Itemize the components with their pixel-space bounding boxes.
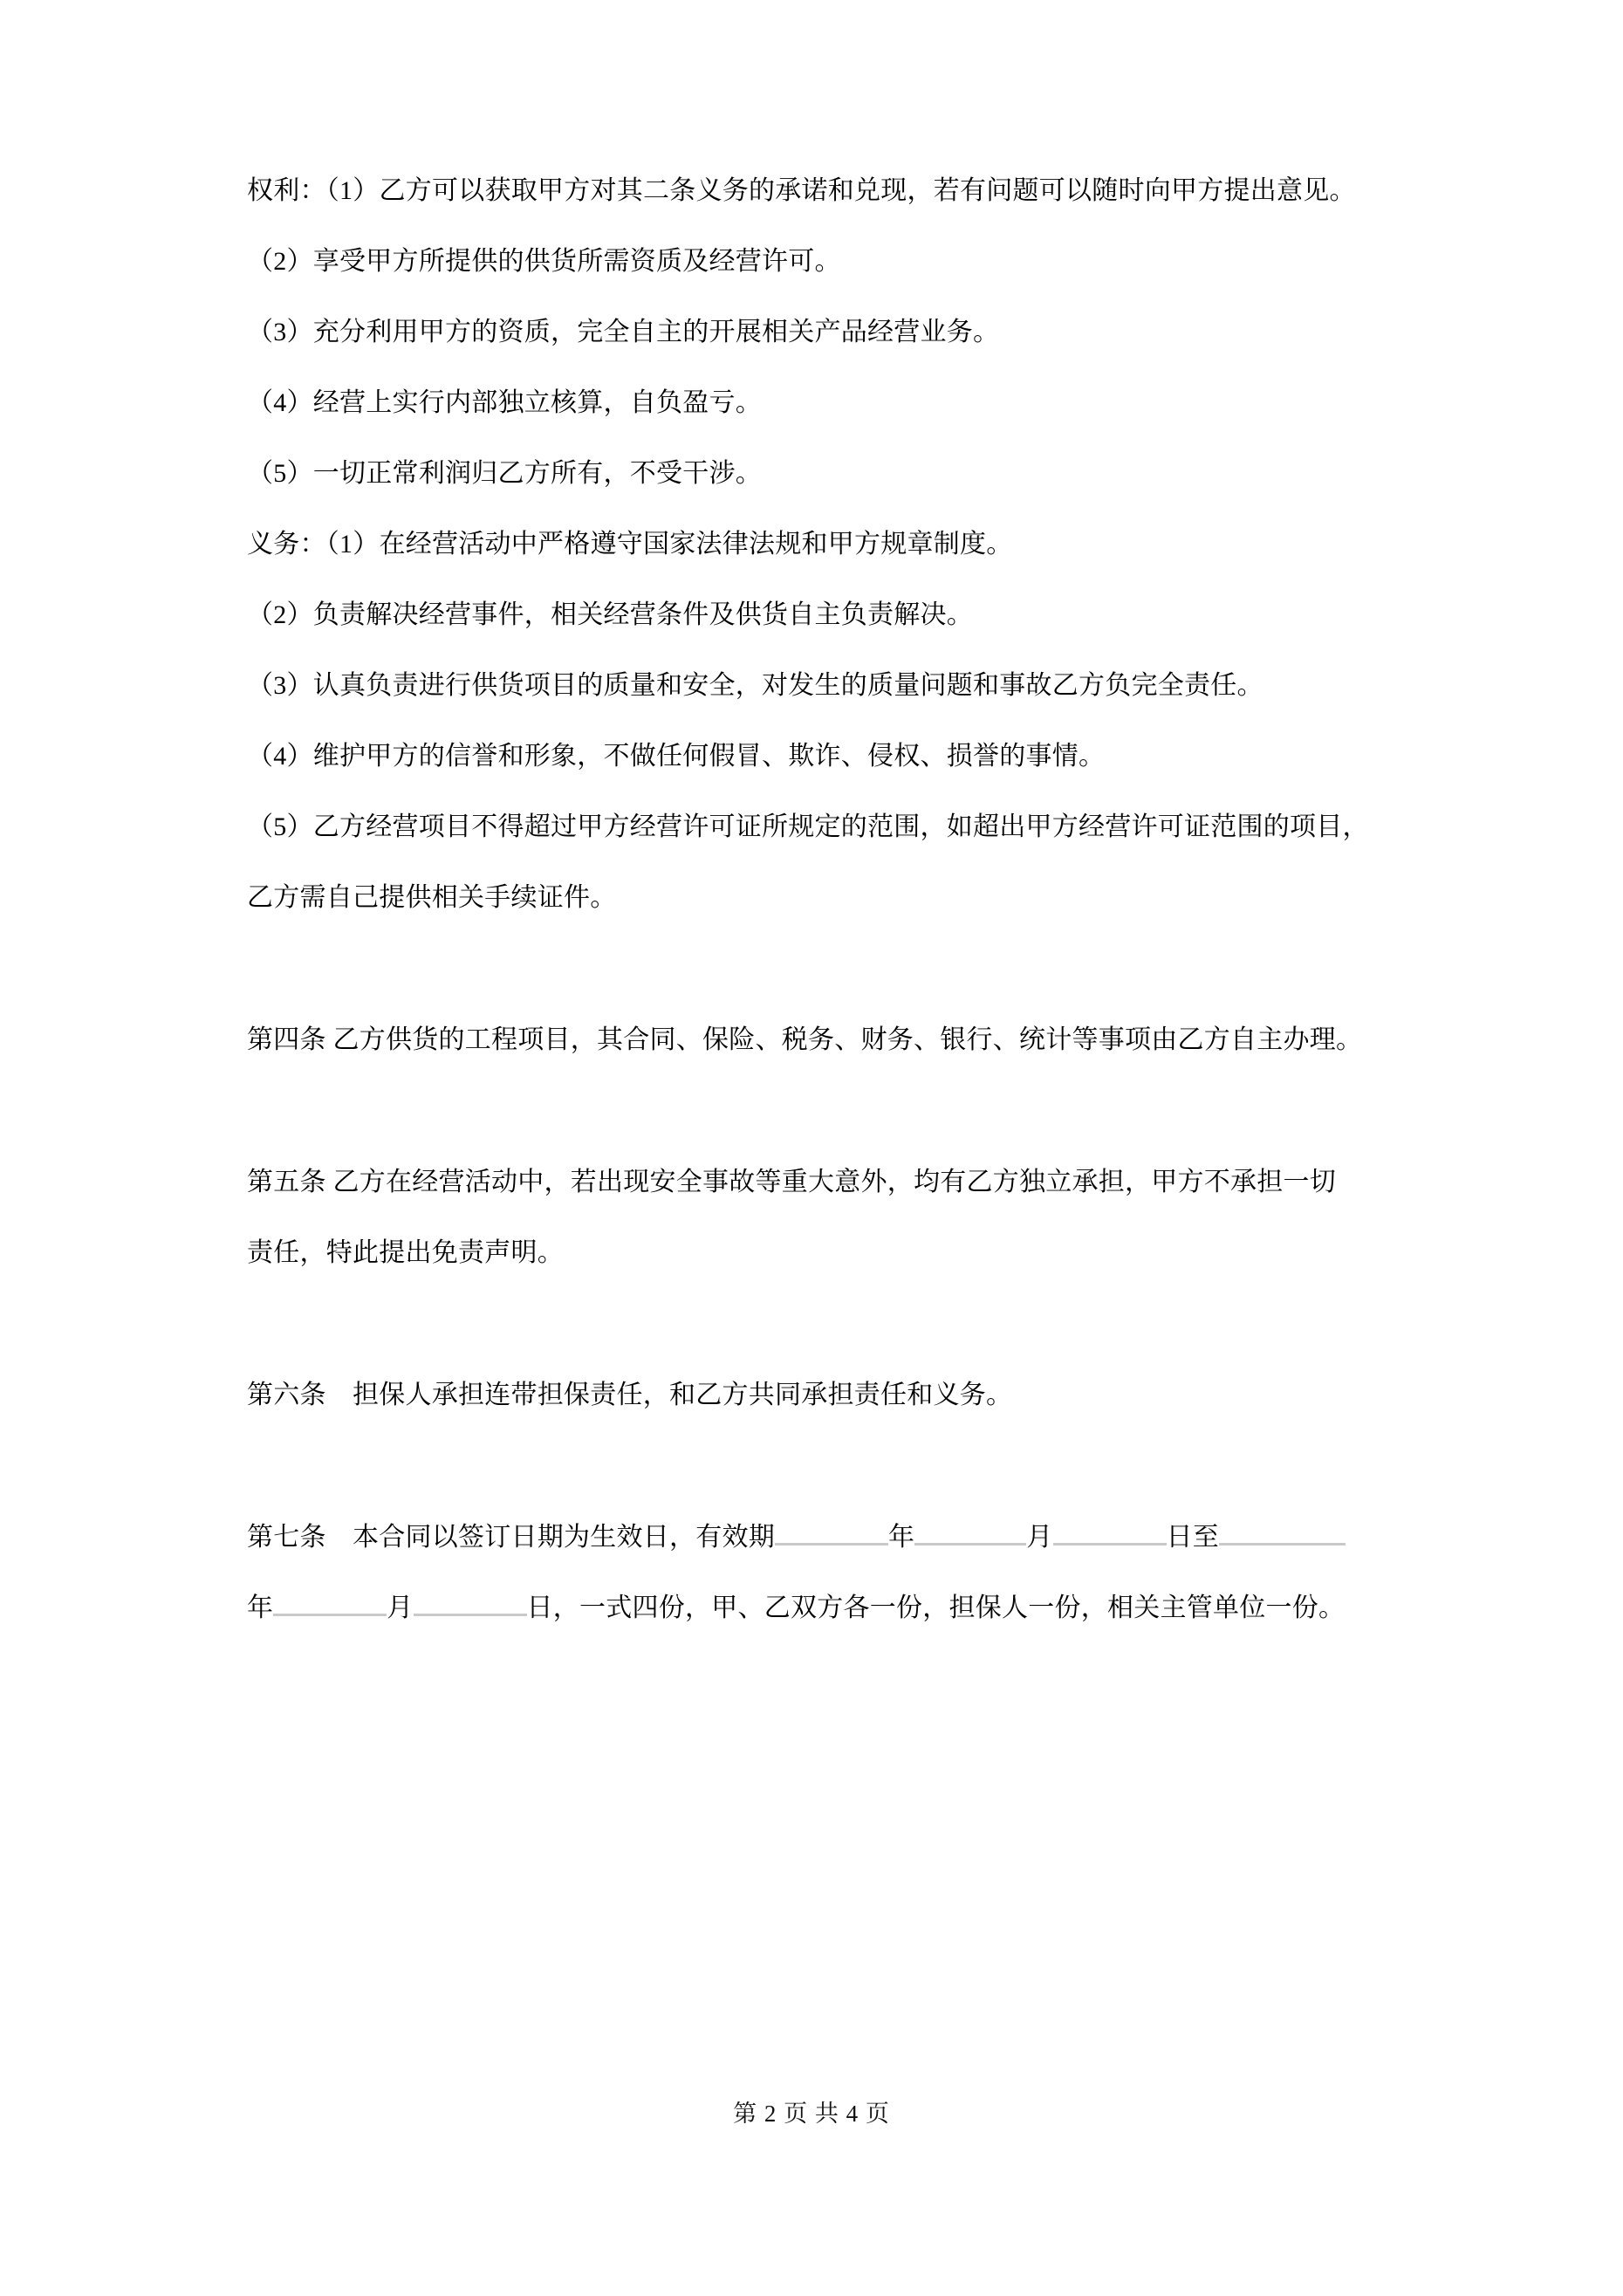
text-line xyxy=(247,721,1390,792)
line-text: 月 xyxy=(387,1593,414,1622)
text-line xyxy=(247,226,1390,297)
line-text: 第四条 乙方供货的工程项目，其合同、保险、税务、财务、银行、统计等事项由乙方自主办理。 xyxy=(247,1025,1363,1054)
text-line xyxy=(247,438,1390,509)
text-line xyxy=(247,792,1390,862)
line-text: 年 xyxy=(888,1523,915,1552)
line-text: （3）认真负责进行供货项目的质量和安全，对发生的质量问题和事故乙方负完全责任。 xyxy=(247,671,1263,700)
line-text: （4）维护甲方的信誉和形象，不做任何假冒、欺诈、侵权、损誉的事情。 xyxy=(247,742,1106,771)
text-line xyxy=(247,155,1390,226)
line-text: 乙方需自己提供相关手续证件。 xyxy=(247,883,617,912)
line-text: 责任，特此提出免责声明。 xyxy=(247,1238,564,1267)
line-text: 日，一式四份，甲、乙双方各一份，担保人一份，相关主管单位一份。 xyxy=(526,1593,1346,1622)
text-line xyxy=(247,1217,1390,1288)
text-line xyxy=(247,1004,1390,1075)
text-line xyxy=(247,862,1390,933)
page-footer: 第 2 页 共 4 页 xyxy=(733,2101,890,2127)
line-text: 日至 xyxy=(1166,1523,1219,1552)
line-text: （2）享受甲方所提供的供货所需资质及经营许可。 xyxy=(247,247,841,276)
blank-underline xyxy=(414,1590,527,1616)
text-line xyxy=(247,367,1390,438)
text-line xyxy=(247,1573,1390,1643)
line-text: 年 xyxy=(247,1593,274,1622)
blank-underline xyxy=(914,1519,1026,1546)
text-line xyxy=(247,1360,1390,1430)
document-body xyxy=(247,155,1390,1643)
line-text: 第五条 乙方在经营活动中，若出现安全事故等重大意外，均有乙方独立承担，甲方不承担一切 xyxy=(247,1168,1336,1196)
line-text: （2）负责解决经营事件，相关经营条件及供货自主负责解决。 xyxy=(247,600,973,629)
blank-underline xyxy=(273,1590,387,1616)
text-line xyxy=(247,1502,1390,1573)
line-text: （5）一切正常利润归乙方所有，不受干涉。 xyxy=(247,459,762,488)
text-line xyxy=(247,579,1390,650)
blank-underline xyxy=(775,1519,888,1546)
line-text: （5）乙方经营项目不得超过甲方经营许可证所规定的范围，如超出甲方经营许可证范围的项目， xyxy=(247,812,1369,841)
text-line xyxy=(247,509,1390,579)
text-line xyxy=(247,650,1390,721)
line-text: 第六条 担保人承担连带担保责任，和乙方共同承担责任和义务。 xyxy=(247,1381,1013,1409)
line-text: 月 xyxy=(1026,1523,1053,1552)
blank-underline xyxy=(1219,1519,1346,1546)
text-line xyxy=(247,297,1390,367)
line-text: 第七条 本合同以签订日期为生效日，有效期 xyxy=(247,1523,775,1552)
text-line xyxy=(247,1147,1390,1217)
line-text: （4）经营上实行内部独立核算，自负盈亏。 xyxy=(247,388,762,417)
line-text: 义务：（1）在经营活动中严格遵守国家法律法规和甲方规章制度。 xyxy=(247,530,1013,559)
line-text: 权利：（1）乙方可以获取甲方对其二条义务的承诺和兑现，若有问题可以随时向甲方提出意见。 xyxy=(247,176,1356,205)
blank-underline xyxy=(1053,1519,1167,1546)
line-text: （3）充分利用甲方的资质，完全自主的开展相关产品经营业务。 xyxy=(247,318,1000,346)
